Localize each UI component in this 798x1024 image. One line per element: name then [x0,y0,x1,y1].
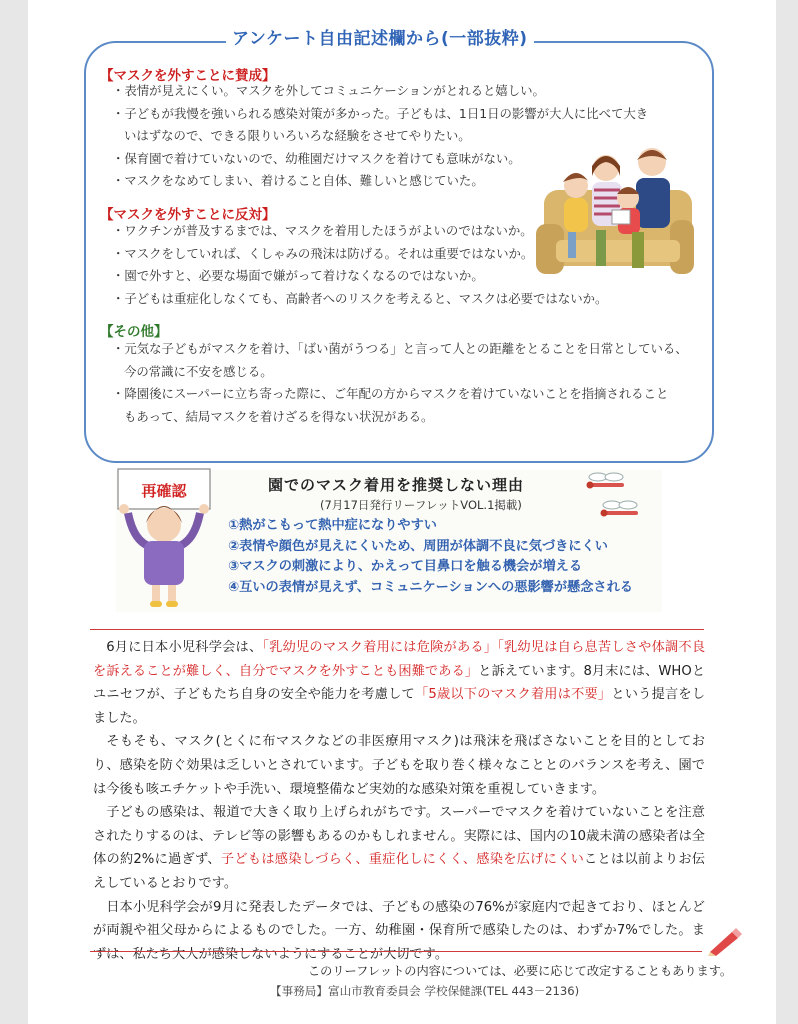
item-text-cont: もあって、結局マスクを着けざるを得ない状況がある。 [124,408,434,424]
reason-subtitle: (7月17日発行リーフレットVOL.1掲載) [320,498,522,512]
family-illustration [536,140,696,280]
paragraph [93,801,705,895]
emphasis-text: 子どもは感染しづらく、重症化しにくく、感染を広げにくい [220,852,585,868]
footer-note: このリーフレットの内容については、必要に応じて改定することもあります。 [308,964,733,978]
bracket-open: 【 [100,207,114,223]
item-text: 保育園で着けていないので、幼稚園だけマスクを着けても意味がない。 [124,150,521,166]
item-text: マスクをしていれば、くしゃみの飛沫は防げる。それは重要ではないか。 [124,245,534,261]
paragraph: そもそも、マスク(とくに布マスクなどの非医療用マスク)は飛沫を飛ばさないことを目的としており、感染を防ぐ効果は乏しいとされています。子どもを取り巻く様々なこととのバランスを考え、園では今後も咳エチケットや手洗い、環境整備など実効的な感染対策を重視していきます。 [93,734,705,797]
bracket-open: 【 [100,324,114,340]
item-text: 子どもが我慢を強いられる感染対策が多かった。子どもは、1日1日の影響が大人に比べて大き [124,105,649,121]
survey-title: アンケート自由記述欄から(一部抜粋) [226,24,534,49]
text-span: 子どもの感染は、報道で大きく取り上げられがちです。スーパーでマスクを着けていないことを注意されたりするのは、テレビ等の影響もあるのかもしれません。実際には、国内の10歳未満の感染者は全体の約2%に過ぎず、 [93,805,705,868]
girl-holding-sign-illustration [114,465,214,610]
reason-item: ①熱がこもって熱中症になりやすい [228,518,437,533]
bracket-open: 【 [100,68,114,84]
item-text: 元気な子どもがマスクを着け、「ばい菌がうつる」と言って人との距離をとることを日常としている、 [124,341,688,356]
list-item [112,288,607,311]
page-left-margin [0,0,28,1024]
list-item [112,383,688,428]
item-text: ワクチンが普及するまでは、マスクを着用したほうがよいのではないか。 [124,223,533,238]
text-span: ことは以前よりお伝えしているとおりです。 [93,852,705,891]
item-text: マスクをなめてしまい、着けること自体、難しいと感じていた。 [124,173,484,188]
bottom-rule [90,951,702,952]
paragraph: 日本小児科学会が9月に発表したデータでは、子どもの感染の76%が家庭内で起きており、ほとんどが両親や祖父母からによるものでした。一方、幼稚園・保育所で感染したのは、わずか7%でした。まずは、私たち大人が感染しないようにすることが大切です。 [93,899,705,962]
bracket-close: 】 [154,324,168,340]
text-span: と訴えています。8月末には、WHOとユニセフが、子どもたち自身の安全や能力を考慮して [93,663,706,703]
page-right-margin [776,0,798,1024]
item-text: 表情が見えにくい。マスクを外してコミュニケーションがとれると嬉しい。 [124,83,545,98]
heading-text: マスクを外すことに反対 [113,207,262,223]
item-text: 子どもは重症化しなくても、高齢者へのリスクを考えると、マスクは必要ではないか。 [124,290,608,306]
pencil-icon [706,928,742,956]
item-text: 園で外すと、必要な場面で嫌がって着けなくなるのではないか。 [124,268,484,283]
sign-text: 再確認 [141,482,187,500]
dragonfly-icon [598,498,642,526]
heading-text: マスクを外すことに賛成 [113,68,262,84]
bracket-close: 】 [262,207,276,223]
footer-office: 【事務局】富山市教育委員会 学校保健課(TEL 443－2136) [270,984,580,998]
list-item [112,220,607,243]
heading-text: その他 [113,324,154,340]
list-item [112,243,607,266]
paragraph [93,636,705,730]
text-span: 6月に日本小児科学会は、 [106,640,263,655]
dragonfly-icon [584,470,628,498]
section-heading-other [100,320,168,340]
item-text: 降園後にスーパーに立ち寄った際に、ご年配の方からマスクを着けていないことを指摘されること [124,386,669,401]
items-against [112,220,607,310]
emphasis-text: 「乳幼児のマスク着用には危険がある」「乳幼児は自ら息苦しさや体調不良を訴えることが難しく、自分でマスクを外すことも困難である」 [93,640,706,679]
emphasis-text: 「5歳以下のマスク着用は不要」 [414,687,612,703]
reason-title: 園でのマスク着用を推奨しない理由 [268,476,525,494]
body-text [93,636,705,966]
bracket-close: 】 [262,68,276,84]
reason-item: ④互いの表情が見えず、コミュニケーションへの悪影響が懸念される [228,579,633,595]
reason-item: ②表情や顔色が見えにくいため、周囲が体調不良に気づきにくい [228,538,608,554]
item-text-cont: いはずなので、できる限りいろいろな経験をさせてやりたい。 [124,128,471,143]
list-item [112,338,688,383]
text-span: という提言をしました。 [93,687,706,726]
reason-item: ③マスクの刺激により、かえって目鼻口を触る機会が増える [228,559,583,574]
list-item [112,265,607,288]
item-text-cont: 今の常識に不安を感じる。 [124,363,273,379]
list-item [112,80,648,103]
top-rule [90,629,704,630]
reason-list [228,516,633,598]
items-other [112,338,688,428]
